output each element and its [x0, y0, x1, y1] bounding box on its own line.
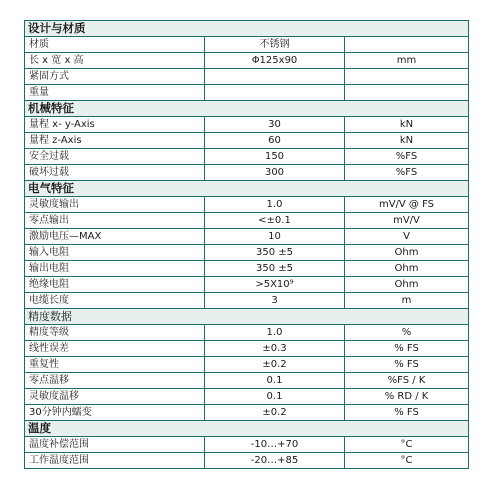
row-value: 60: [205, 133, 345, 149]
row-label: 工作温度范围: [25, 453, 205, 469]
row-value: 1.0: [205, 325, 345, 341]
section-header-row: [25, 181, 469, 197]
row-label: 零点输出: [25, 213, 205, 229]
spec-table-body: [25, 21, 469, 469]
row-unit: Ohm: [345, 277, 469, 293]
table-row: [25, 341, 469, 357]
row-value: 300: [205, 165, 345, 181]
table-row: [25, 373, 469, 389]
row-unit: %: [345, 325, 469, 341]
spec-sheet: [24, 20, 468, 469]
row-label: 线性误差: [25, 341, 205, 357]
row-label: 材质: [25, 37, 205, 53]
row-label: 长 x 宽 x 高: [25, 53, 205, 69]
row-value: ±0.3: [205, 341, 345, 357]
table-row: [25, 245, 469, 261]
row-unit: Ohm: [345, 261, 469, 277]
row-label: 灵敏度输出: [25, 197, 205, 213]
table-row: [25, 325, 469, 341]
section-title: 精度数据: [25, 309, 469, 325]
row-label: 激励电压—MAX: [25, 229, 205, 245]
section-header-row: [25, 21, 469, 37]
row-value: [205, 69, 345, 85]
row-unit: °C: [345, 453, 469, 469]
row-label: 量程 z-Axis: [25, 133, 205, 149]
table-row: [25, 37, 469, 53]
row-value: 30: [205, 117, 345, 133]
row-label: 零点温移: [25, 373, 205, 389]
table-row: [25, 293, 469, 309]
table-row: [25, 85, 469, 101]
row-unit: kN: [345, 133, 469, 149]
row-label: 精度等级: [25, 325, 205, 341]
row-value: -10…+70: [205, 437, 345, 453]
row-label: 电缆长度: [25, 293, 205, 309]
row-value: -20…+85: [205, 453, 345, 469]
row-label: 量程 x- y-Axis: [25, 117, 205, 133]
row-label: 破坏过载: [25, 165, 205, 181]
table-row: [25, 229, 469, 245]
row-label: 安全过载: [25, 149, 205, 165]
section-title: 温度: [25, 421, 469, 437]
row-label: 重量: [25, 85, 205, 101]
row-unit: [345, 69, 469, 85]
spec-table: [24, 20, 469, 469]
row-unit: Ohm: [345, 245, 469, 261]
section-header-row: [25, 309, 469, 325]
row-value: 1.0: [205, 197, 345, 213]
row-value: 0.1: [205, 389, 345, 405]
row-value: 350 ±5: [205, 245, 345, 261]
row-unit: %FS: [345, 165, 469, 181]
row-label: 灵敏度温移: [25, 389, 205, 405]
table-row: [25, 357, 469, 373]
row-unit: °C: [345, 437, 469, 453]
table-row: [25, 149, 469, 165]
table-row: [25, 197, 469, 213]
table-row: [25, 453, 469, 469]
row-label: 30分钟内蠕变: [25, 405, 205, 421]
table-row: [25, 389, 469, 405]
row-value: ±0.2: [205, 405, 345, 421]
row-value: <±0.1: [205, 213, 345, 229]
row-value: 150: [205, 149, 345, 165]
row-unit: % FS: [345, 405, 469, 421]
section-header-row: [25, 101, 469, 117]
row-label: 紧固方式: [25, 69, 205, 85]
row-value: 350 ±5: [205, 261, 345, 277]
table-row: [25, 277, 469, 293]
table-row: [25, 117, 469, 133]
row-unit: [345, 37, 469, 53]
row-unit: kN: [345, 117, 469, 133]
section-header-row: [25, 421, 469, 437]
row-unit: mV/V: [345, 213, 469, 229]
row-unit: % FS: [345, 341, 469, 357]
table-row: [25, 405, 469, 421]
row-unit: V: [345, 229, 469, 245]
row-label: 重复性: [25, 357, 205, 373]
table-row: [25, 261, 469, 277]
section-title: 机械特征: [25, 101, 469, 117]
row-value: ±0.2: [205, 357, 345, 373]
row-unit: %FS: [345, 149, 469, 165]
row-unit: mV/V @ FS: [345, 197, 469, 213]
table-row: [25, 437, 469, 453]
row-label: 输入电阻: [25, 245, 205, 261]
row-value: Φ125x90: [205, 53, 345, 69]
row-value: 3: [205, 293, 345, 309]
table-row: [25, 53, 469, 69]
section-title: 设计与材质: [25, 21, 469, 37]
row-unit: [345, 85, 469, 101]
row-value: 0.1: [205, 373, 345, 389]
row-value: 10: [205, 229, 345, 245]
row-value: >5X10⁹: [205, 277, 345, 293]
row-unit: m: [345, 293, 469, 309]
table-row: [25, 213, 469, 229]
row-unit: % RD / K: [345, 389, 469, 405]
row-value: [205, 85, 345, 101]
row-value: 不锈钢: [205, 37, 345, 53]
row-label: 温度补偿范围: [25, 437, 205, 453]
row-label: 输出电阻: [25, 261, 205, 277]
row-unit: mm: [345, 53, 469, 69]
table-row: [25, 165, 469, 181]
row-unit: % FS: [345, 357, 469, 373]
table-row: [25, 69, 469, 85]
row-label: 绝缘电阻: [25, 277, 205, 293]
section-title: 电气特征: [25, 181, 469, 197]
row-unit: %FS / K: [345, 373, 469, 389]
table-row: [25, 133, 469, 149]
